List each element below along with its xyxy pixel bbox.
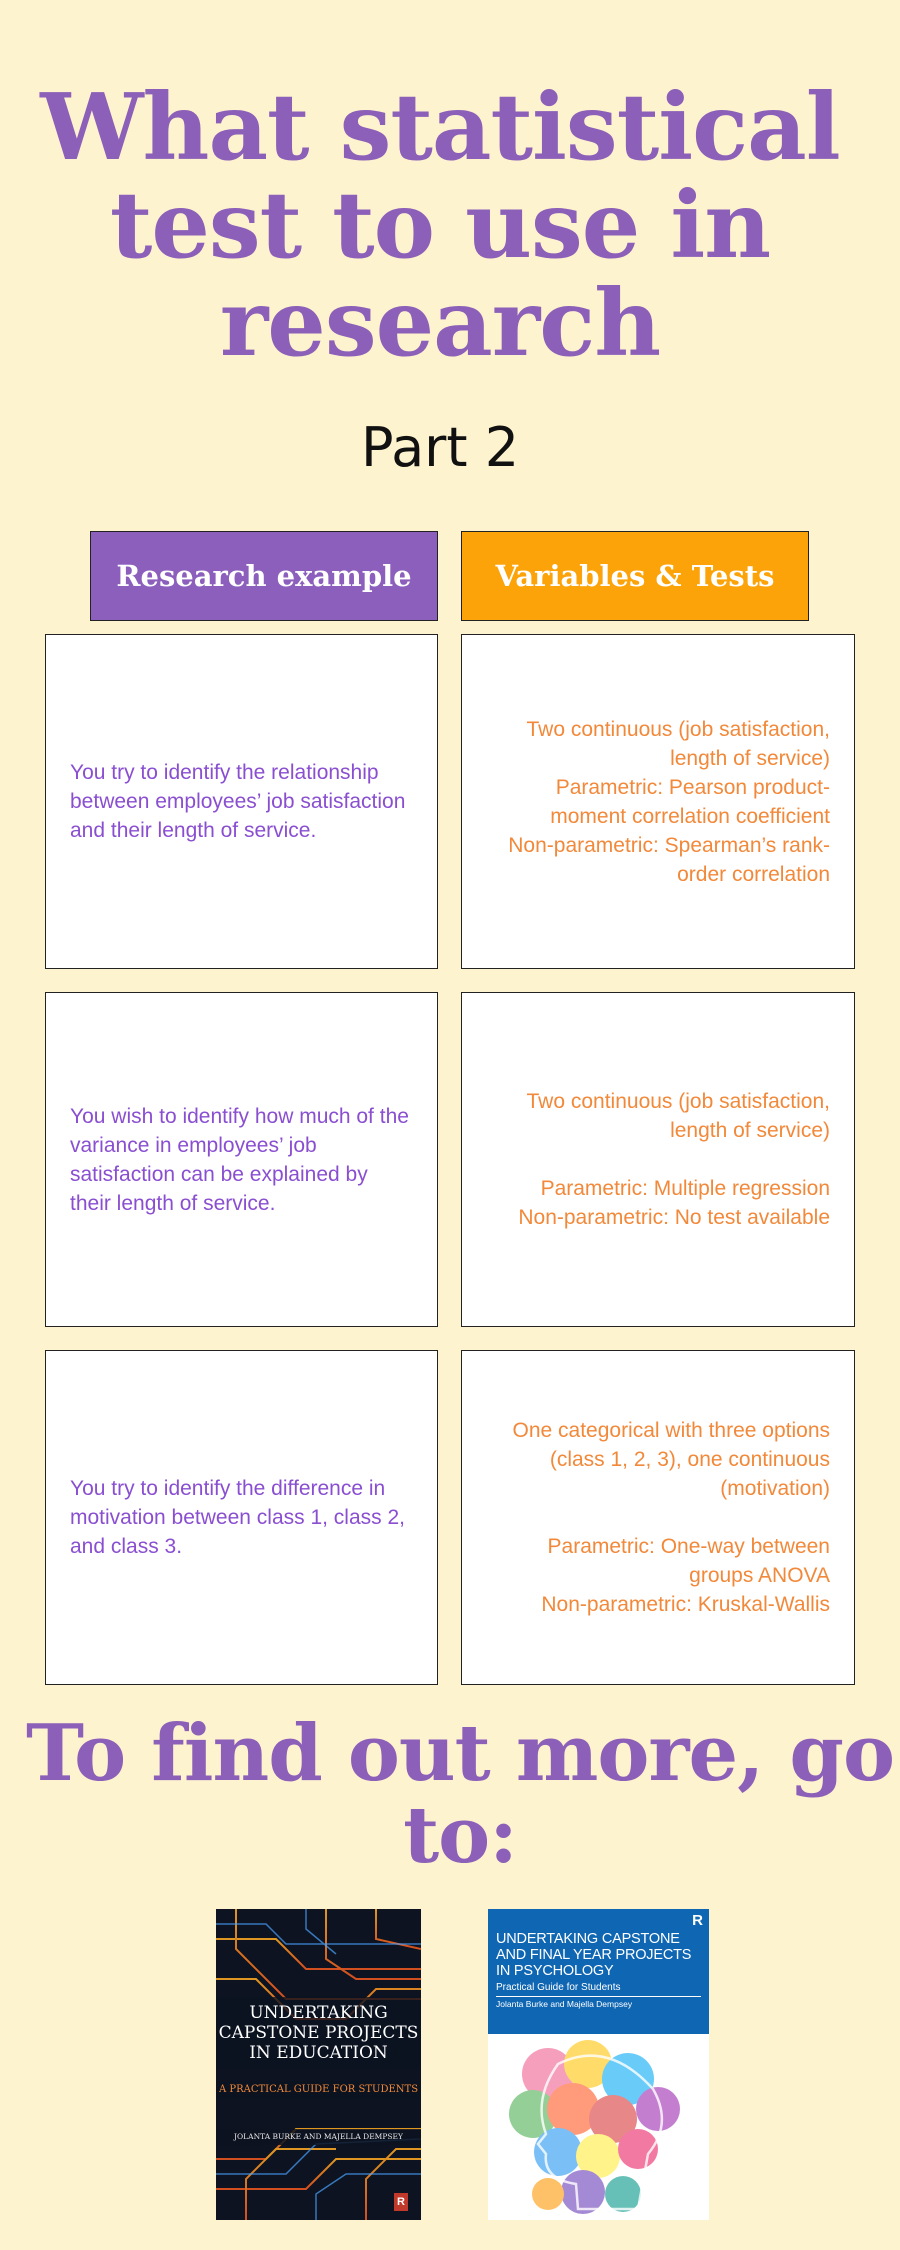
nonparametric-test-text: Non-parametric: Spearman’s rank-order correlation: [508, 833, 830, 886]
book-cover-header: [488, 1909, 709, 2034]
book-title: UNDERTAKING CAPSTONE PROJECTS IN EDUCATION: [216, 1997, 421, 2069]
book-cover-psychology[interactable]: [488, 1909, 709, 2220]
book-subtitle: Practical Guide for Students: [496, 1982, 621, 1993]
page-title: What statistical test to use in research: [40, 73, 840, 377]
book-authors: JOLANTA BURKE AND MAJELLA DEMPSEY: [216, 2129, 421, 2145]
find-out-more-heading: To find out more, go to:: [26, 1708, 894, 1881]
parametric-test-text: Parametric: Multiple regression: [540, 1177, 830, 1200]
book-subtitle: A PRACTICAL GUIDE FOR STUDENTS: [216, 2081, 421, 2099]
research-example-cell: [45, 992, 438, 1327]
research-example-text: You try to identify the relationship between employees’ job satisfaction and their length of service.: [70, 761, 406, 842]
variables-text: Two continuous (job satisfaction, length of service): [526, 1090, 830, 1142]
page-subtitle: Part 2: [360, 416, 520, 479]
watercolor-head-art: [488, 2034, 709, 2220]
variables-text: One categorical with three options (class 1, 2, 3), one continuous (motivation): [512, 1419, 830, 1500]
nonparametric-test-text: Non-parametric: Kruskal-Wallis: [541, 1593, 830, 1616]
nonparametric-test-text: Non-parametric: No test available: [518, 1206, 830, 1229]
variables-text: Two continuous (job satisfaction, length of service): [526, 717, 830, 770]
divider: [496, 1996, 701, 1997]
book-authors: Jolanta Burke and Majella Dempsey: [496, 1999, 633, 2009]
publisher-logo: R: [692, 1912, 703, 1929]
column-header-variables-tests: Variables & Tests: [461, 531, 809, 621]
variables-tests-cell: [461, 992, 855, 1327]
research-example-text: You try to identify the difference in motivation between class 1, class 2, and class 3.: [70, 1477, 405, 1558]
variables-tests-cell: [461, 634, 855, 969]
research-example-text: You wish to identify how much of the variance in employees’ job satisfaction can be explained by their length of service.: [70, 1104, 409, 1215]
book-title: UNDERTAKING CAPSTONE AND FINAL YEAR PROJECTS IN PSYCHOLOGY: [496, 1931, 692, 1979]
book-cover-education[interactable]: [216, 1909, 421, 2220]
column-header-research-example: Research example: [90, 531, 438, 621]
parametric-test-text: Parametric: One-way between groups ANOVA: [547, 1535, 830, 1587]
research-example-cell: [45, 1350, 438, 1685]
publisher-logo: R: [394, 2193, 408, 2211]
variables-tests-cell: [461, 1350, 855, 1685]
research-example-cell: [45, 634, 438, 969]
parametric-test-text: Parametric: Pearson product-moment correlation coefficient: [550, 775, 830, 828]
